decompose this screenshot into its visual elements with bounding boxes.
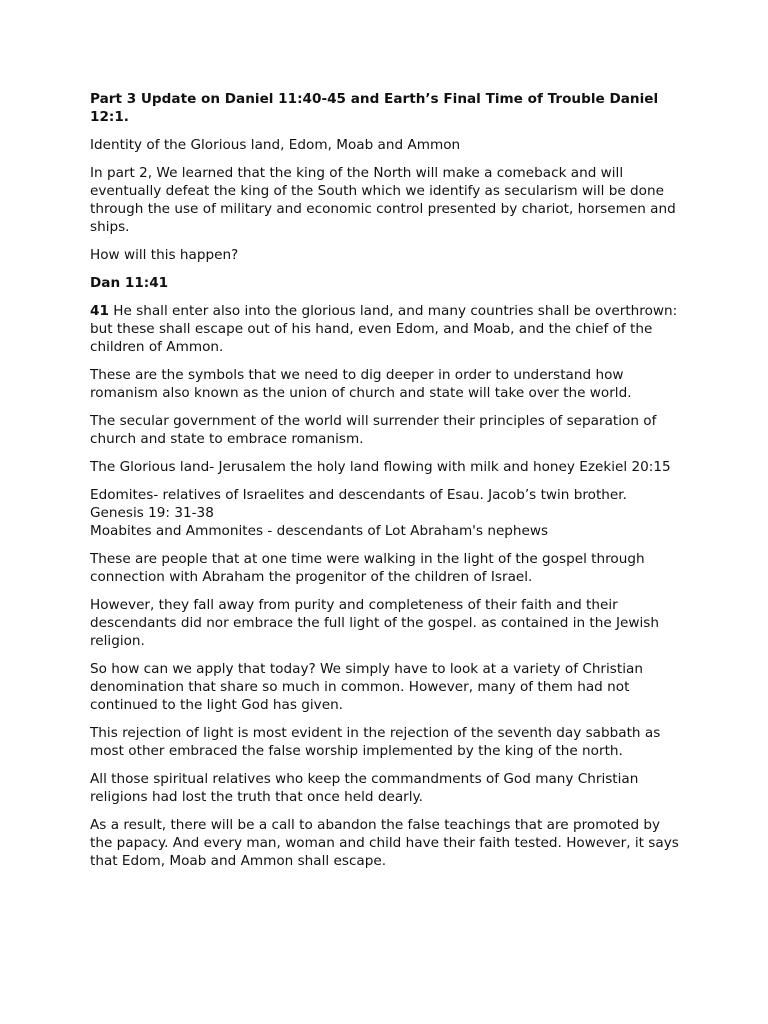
document-title: Part 3 Update on Daniel 11:40-45 and Earth’s Final Time of Trouble Daniel 12:1. <box>90 91 659 125</box>
paragraph-1: In part 2, We learned that the king of the North will make a comeback and will eventually defeat the king of the South which we identify as secularism will be done through the use of military and economic control presented by chariot, horsemen and ships. <box>90 165 676 235</box>
paragraph-6-line-3: Moabites and Ammonites - descendants of Lot Abraham's nephews <box>90 523 549 539</box>
verse-text: He shall enter also into the glorious land, and many countries shall be overthrown: but these shall escape out of his hand, even Edom, and Moab, and the chief of the children of Ammon. <box>90 303 678 355</box>
paragraph-6-line-2: Genesis 19: 31-38 <box>90 505 214 521</box>
paragraph-10: This rejection of light is most evident in the rejection of the seventh day sabbath as most other embraced the false worship implemented by the king of the north. <box>90 725 661 759</box>
paragraph-8: However, they fall away from purity and completeness of their faith and their descendants did nor embrace the full light of the gospel. as contained in the Jewish religion. <box>90 597 660 649</box>
paragraph-4: The secular government of the world will surrender their principles of separation of church and state to embrace romanism. <box>90 413 657 447</box>
paragraph-11: All those spiritual relatives who keep the commandments of God many Christian religions had lost the truth that once held dearly. <box>90 771 639 805</box>
verse-paragraph <box>90 302 680 356</box>
paragraph-2: How will this happen? <box>90 247 239 263</box>
verse-reference: Dan 11:41 <box>90 275 169 291</box>
paragraph-3: These are the symbols that we need to dig deeper in order to understand how romanism also known as the union of church and state will take over the world. <box>90 367 632 401</box>
paragraph-12: As a result, there will be a call to abandon the false teachings that are promoted by the papacy. And every man, woman and child have their faith tested. However, it says that Edom, Moab and Ammon shall escape. <box>90 817 679 869</box>
document-page <box>90 90 680 880</box>
paragraph-6 <box>90 486 680 540</box>
paragraph-9: So how can we apply that today? We simply have to look at a variety of Christian denomination that share so much in common. However, many of them had not continued to the light God has given. <box>90 661 643 713</box>
document-subtitle: Identity of the Glorious land, Edom, Moab and Ammon <box>90 137 461 153</box>
paragraph-6-line-1: Edomites- relatives of Israelites and descendants of Esau. Jacob’s twin brother. <box>90 487 627 503</box>
paragraph-5: The Glorious land- Jerusalem the holy land flowing with milk and honey Ezekiel 20:15 <box>90 459 671 475</box>
verse-number: 41 <box>90 303 109 319</box>
paragraph-7: These are people that at one time were walking in the light of the gospel through connection with Abraham the progenitor of the children of Israel. <box>90 551 645 585</box>
